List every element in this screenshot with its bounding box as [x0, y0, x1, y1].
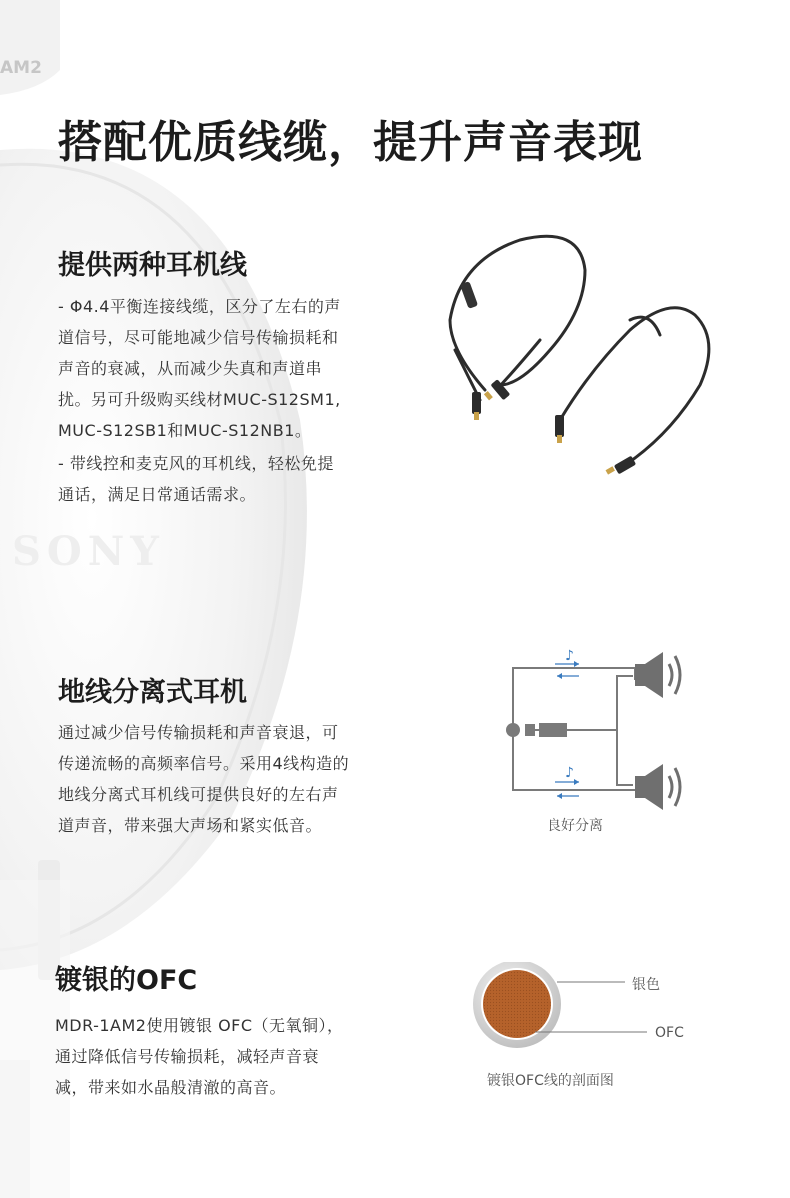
text-line: 传递流畅的高频率信号。采用4线构造的 — [58, 754, 350, 773]
text-line: 道声音，带来强大声场和紧实低音。 — [58, 816, 323, 835]
text-line: 减，带来如水晶般清澈的高音。 — [55, 1078, 287, 1097]
section-cables-title: 提供两种耳机线 — [58, 250, 247, 281]
text-line: - 带线控和麦克风的耳机线，轻松免提 — [58, 454, 334, 473]
text-line: 道信号，尽可能地减少信号传输损耗和 — [58, 328, 339, 347]
page-title: 搭配优质线缆，提升声音表现 — [58, 117, 643, 168]
section-ofc-title: 镀银的OFC — [55, 965, 198, 996]
text-line: 声音的衰减，从而减少失真和声道串 — [58, 359, 323, 378]
cable-plug-icon — [484, 379, 510, 400]
copper-core — [483, 970, 551, 1038]
label-silver: 银色 — [632, 977, 660, 993]
speaker-icon — [635, 652, 680, 698]
text-line: 通过降低信号传输损耗，减轻声音衰 — [55, 1047, 320, 1066]
diagram-caption-separation: 良好分离 — [547, 818, 603, 834]
text-line: - Φ4.4平衡连接线缆，区分了左右的声 — [58, 297, 341, 316]
section-ground-separation-title: 地线分离式耳机 — [58, 677, 247, 708]
section-ofc-text — [55, 1010, 395, 1103]
text-line: 扰。另可升级购买线材MUC-S12SM1, — [58, 390, 341, 409]
music-note-icon: ♪ — [565, 765, 574, 781]
signal-arrow-icon — [555, 661, 579, 679]
cable-plug-icon — [472, 392, 481, 420]
cable-plug-icon — [606, 456, 637, 475]
text-line: 地线分离式耳机线可提供良好的左右声 — [58, 785, 339, 804]
ground-separation-diagram — [495, 640, 695, 810]
section-cables-text-1 — [58, 291, 388, 446]
label-ofc: OFC — [655, 1025, 684, 1041]
speaker-icon — [635, 764, 680, 810]
plug-tip-icon — [506, 723, 520, 737]
cable-plug-icon — [555, 415, 564, 443]
sony-brand-logo: SONY — [12, 528, 165, 575]
diagram-caption-ofc: 镀银OFC线的剖面图 — [487, 1073, 614, 1089]
section-ground-separation-text — [58, 717, 398, 841]
text-line: 通过减少信号传输损耗和声音衰退，可 — [58, 723, 339, 742]
music-note-icon: ♪ — [565, 648, 574, 664]
text-line: 通话，满足日常通话需求。 — [58, 485, 257, 504]
text-line: MDR-1AM2使用镀银 OFC（无氧铜）， — [55, 1016, 344, 1035]
background-model-mark: AM2 — [0, 58, 42, 78]
inline-remote-icon — [460, 281, 478, 309]
section-cables-text-2 — [58, 448, 388, 510]
text-line: MUC-S12SB1和MUC-S12NB1。 — [58, 421, 312, 440]
two-cables-illustration — [420, 220, 730, 510]
